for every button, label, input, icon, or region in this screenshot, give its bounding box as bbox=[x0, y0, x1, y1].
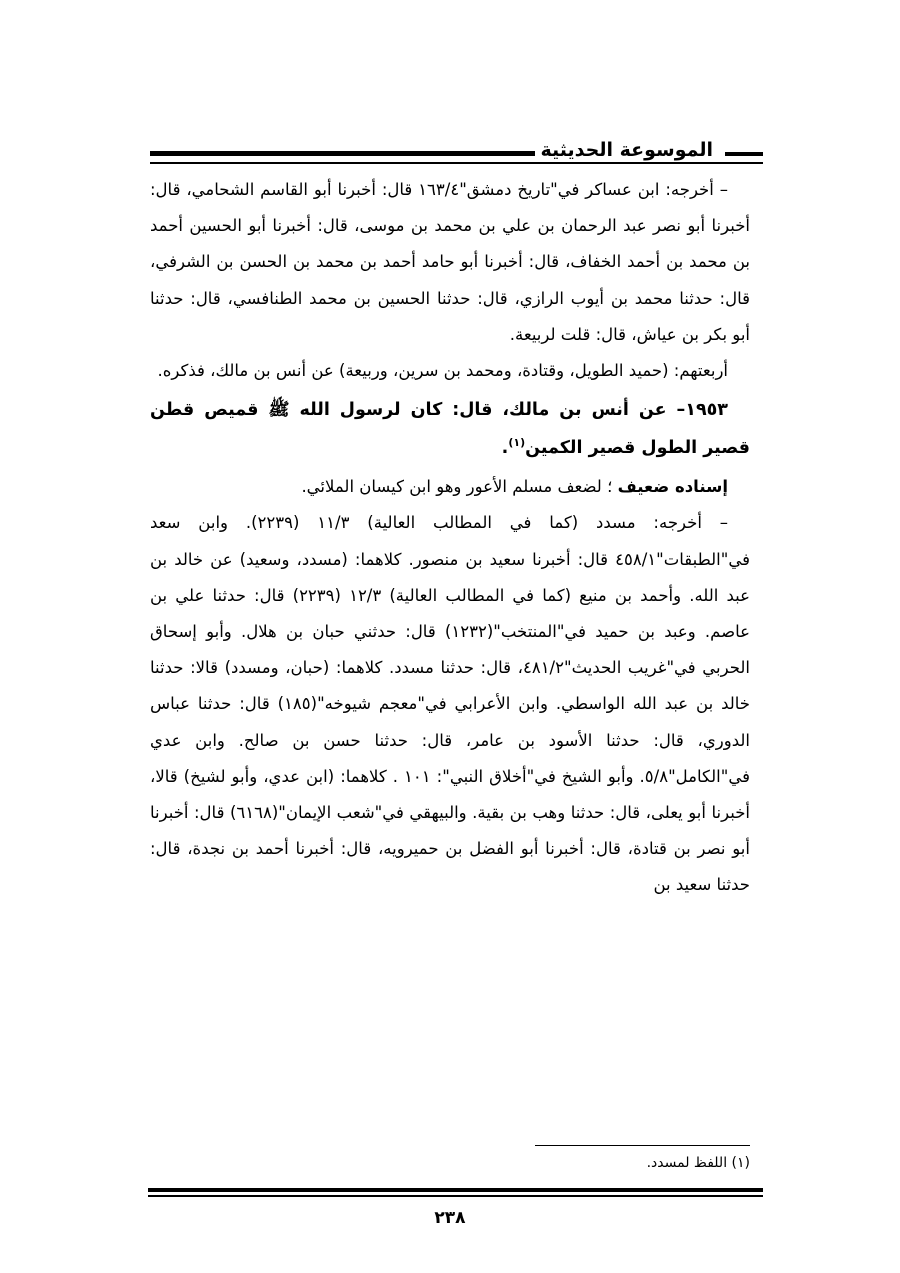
page-number: ٢٣٨ bbox=[434, 1208, 466, 1228]
hadith-main: ١٩٥٣– عن أنس بن مالك، قال: كان لرسول الله ﷺ قميص قطن قصير الطول قصير الكمين bbox=[150, 400, 750, 459]
paragraph-takhrij-1: – أخرجه: ابن عساكر في"تاريخ دمشق"١٦٣/٤ قال: أخبرنا أبو القاسم الشحامي، قال: أخبرنا أبو نصر عبد الرحمان بن علي بن محمد بن موسى، قال: أخبرنا أبو الحسين أحمد بن محمد بن أحمد الخفاف، قال: أخبرنا أبو حامد أحمد بن محمد بن الحسن بن الشرفي، قال: حدثنا محمد بن أيوب الرازي، قال: حدثنا الحسين بن محمد الطنافسي، قال: حدثنا أبو بكر بن عياش، قال: قلت لربيعة. bbox=[150, 180, 750, 344]
footnote-ref: (١) bbox=[508, 436, 526, 450]
header-rule-thin bbox=[150, 162, 763, 164]
page-body bbox=[150, 172, 750, 904]
paragraph-summary: أربعتهم: (حميد الطويل، وقتادة، ومحمد بن سرين، وربيعة) عن أنس بن مالك، فذكره. bbox=[157, 361, 728, 381]
header-rule-short bbox=[725, 152, 763, 156]
hadith-text bbox=[150, 389, 750, 469]
hadith-end: . bbox=[501, 438, 509, 459]
bottom-rule-thick bbox=[148, 1188, 763, 1192]
isnad-grading bbox=[150, 469, 750, 505]
page-title: الموسوعة الحديثية bbox=[533, 138, 722, 162]
header-rule-long bbox=[150, 151, 535, 156]
isnad-label: إسناده ضعيف bbox=[617, 477, 728, 497]
isnad-reason: ؛ لضعف مسلم الأعور وهو ابن كيسان الملائي. bbox=[301, 477, 618, 497]
page-header bbox=[150, 138, 763, 172]
footnote: (١) اللفظ لمسدد. bbox=[646, 1155, 750, 1171]
paragraph-takhrij-2: – أخرجه: مسدد (كما في المطالب العالية) ١١/٣ (٢٢٣٩). وابن سعد في"الطبقات"٤٥٨/١ قال: أخبرنا سعيد بن منصور. كلاهما: (مسدد، وسعيد) عن خالد بن عبد الله. وأحمد بن منيع (كما في المطالب العالية) ١٢/٣ (٢٢٣٩) قال: حدثنا علي بن عاصم. وعبد بن حميد في"المنتخب"(١٢٣٢) قال: حدثني حبان بن هلال. وأبو إسحاق الحربي في"غريب الحديث"٤٨١/٢، قال: حدثنا مسدد. كلاهما: (حبان، ومسدد) قالا: حدثنا خالد بن عبد الله الواسطي. وابن الأعرابي في"معجم شيوخه"(١٨٥) قال: حدثنا عباس الدوري، قال: حدثنا الأسود بن عامر، قال: حدثنا حسن بن صالح. وابن عدي في"الكامل"٥/٨. وأبو الشيخ في"أخلاق النبي": ١٠١ . كلاهما: (ابن عدي، وأبو لشيخ) قالا، أخبرنا أبو يعلى، قال: حدثنا وهب بن بقية. والبيهقي في"شعب الإيمان"(٦١٦٨) قال: أخبرنا أبو نصر بن قتادة، قال: أخبرنا أبو الفضل بن حميرويه، قال: أخبرنا أحمد بن نجدة، قال: حدثنا سعيد بن bbox=[150, 513, 751, 895]
footnote-divider bbox=[535, 1145, 750, 1146]
bottom-rule-thin bbox=[148, 1195, 763, 1197]
